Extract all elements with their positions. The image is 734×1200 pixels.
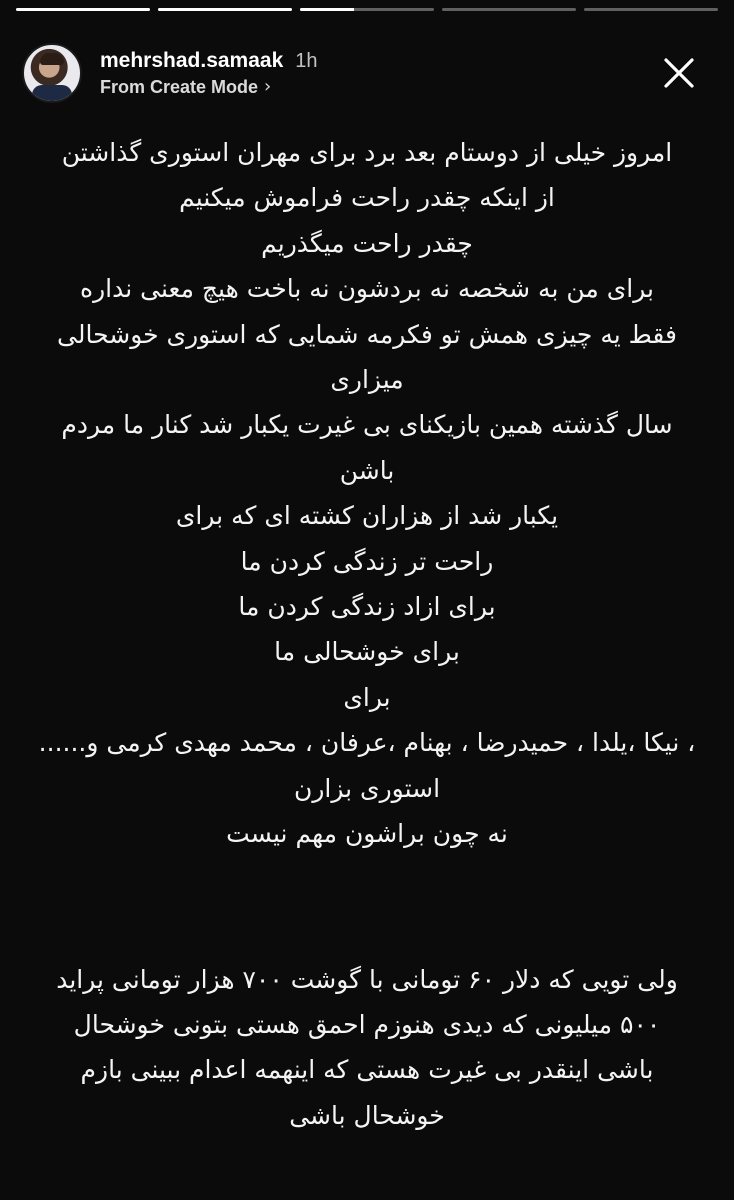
story-text-line: برای من به شخصه نه بردشون نه باخت هیچ معنی نداره [80,274,654,304]
story-text-line: از اینکه چقدر راحت فراموش میکنیم [179,183,555,213]
story-text-line: چقدر راحت میگذریم [261,228,473,258]
chevron-right-icon: › [264,76,272,97]
create-mode-label: From Create Mode [100,76,259,97]
paragraph-gap [0,857,734,957]
progress-segment [442,8,576,11]
story-paragraph-2 [0,957,734,1139]
story-text [0,130,734,1138]
story-text-line: فقط یه چیزی همش تو فکرمه شمایی که استوری خوشحالی [57,319,677,349]
story-paragraph-1 [0,130,734,857]
story-text-line: میزاری [330,365,404,395]
story-text-line: باشی اینقدر بی غیرت هستی که اینهمه اعدام ببینی بازم [80,1055,654,1085]
time-ago: 1h [295,49,318,72]
story-text-line: نه چون براشون مهم نیست [226,819,508,849]
story-text-line: سال گذشته همین بازیکنای بی غیرت یکبار شد کنار ما مردم [61,410,673,440]
username-link[interactable]: mehrshad.samaak [100,48,284,72]
progress-segment [300,8,434,11]
story-progress-bar [16,8,718,11]
progress-segment [158,8,292,11]
user-meta [100,49,318,98]
story-text-line: استوری بزارن [293,773,441,803]
story-text-line: برای ازاد زندگی کردن ما [238,592,496,622]
story-text-line: برای خوشحالی ما [274,637,460,667]
story-text-line: امروز خیلی از دوستام بعد برد برای مهران استوری گذاشتن [61,138,673,167]
story-text-line: راحت تر زندگی کردن ما [240,546,494,576]
story-text-line: ۵۰۰ میلیونی که دیدی هنوزم احمق هستی بتونی خوشحال [73,1009,661,1039]
story-text-line: ولی تویی که دلار ۶۰ تومانی با گوشت ۷۰۰ هزار تومانی پراید [56,964,678,994]
story-header [22,44,712,102]
story-text-line: ، نیکا ،یلدا ، حمیدرضا ، بهنام ،عرفان ، محمد مهدی کرمی و...... [38,728,696,758]
progress-segment [584,8,718,11]
progress-segment [16,8,150,11]
story-text-line: خوشحال باشی [289,1100,445,1130]
avatar[interactable] [22,43,82,103]
close-icon [661,55,697,91]
create-mode-link[interactable] [100,77,318,98]
story-text-line: برای [343,682,391,712]
story-text-line: یکبار شد از هزاران کشته ای که برای [175,501,559,531]
user-line [100,49,318,73]
story-text-line: باشن [339,455,395,485]
close-button[interactable] [656,50,702,96]
